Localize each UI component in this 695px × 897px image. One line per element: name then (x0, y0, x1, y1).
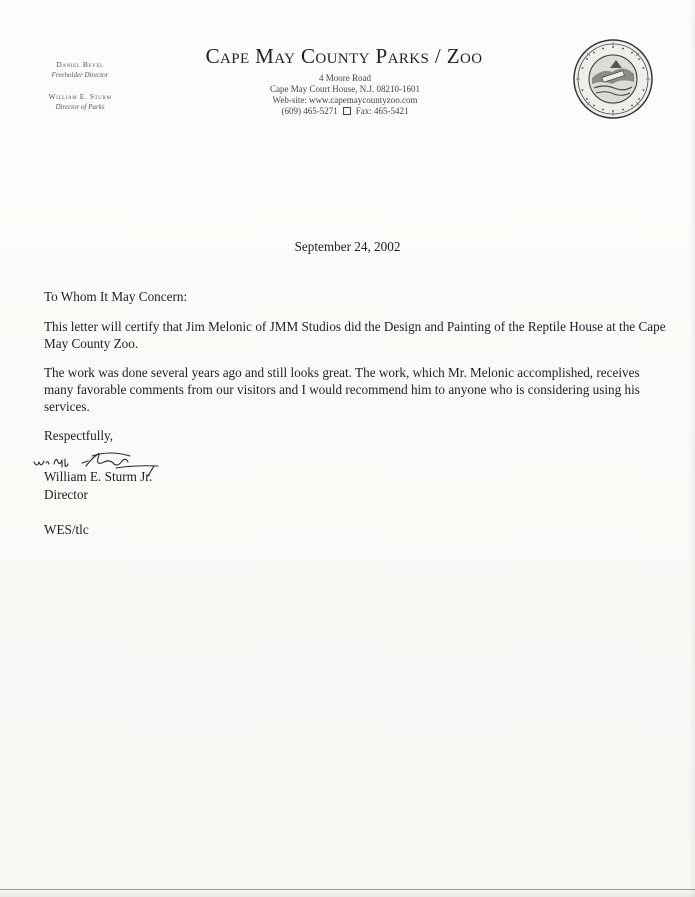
closing: Respectfully, (44, 428, 114, 443)
scan-shadow-right (689, 0, 695, 897)
salutation: To Whom It May Concern: (44, 289, 188, 304)
website-line: Web-site: www.capemaycountyzoo.com (272, 95, 418, 105)
separator-box-icon (343, 107, 351, 115)
letterhead-address (200, 73, 490, 117)
phone-number: (609) 465-5271 (281, 106, 338, 116)
organization-title: Cape May County Parks / Zoo (205, 44, 483, 68)
official-name: Daniel Beyel (56, 60, 104, 69)
signer-title: Director (44, 487, 88, 502)
street-address: 4 Moore Road (319, 73, 371, 83)
city-address: Cape May Court House, N.J. 08210-1601 (270, 84, 420, 94)
fax-number: Fax: 465-5421 (355, 106, 409, 116)
official-name: William E. Sturm (48, 92, 112, 101)
official-title: Director of Parks (55, 103, 105, 111)
official-parks-director (22, 92, 138, 111)
official-freeholder (22, 60, 138, 79)
scan-shadow-bottom (0, 889, 695, 897)
body-paragraph-2: The work was done several years ago and still looks great. The work, which Mr. Melonic accomplished, receives many favorable comments from our visitors and I would recommend him to anyone who is considering using his services. (44, 365, 640, 414)
body-paragraph-1: This letter will certify that Jim Melonic of JMM Studios did the Design and Painting of the Reptile House at the Cape May County Zoo. (44, 319, 666, 351)
official-title: Freeholder Director (51, 71, 109, 79)
county-seal-icon (572, 38, 654, 120)
contact-line (200, 106, 490, 117)
reference-initials: WES/tlc (44, 522, 89, 537)
letter-date: September 24, 2002 (294, 239, 401, 254)
signer-name: William E. Sturm Jr. (44, 469, 153, 484)
